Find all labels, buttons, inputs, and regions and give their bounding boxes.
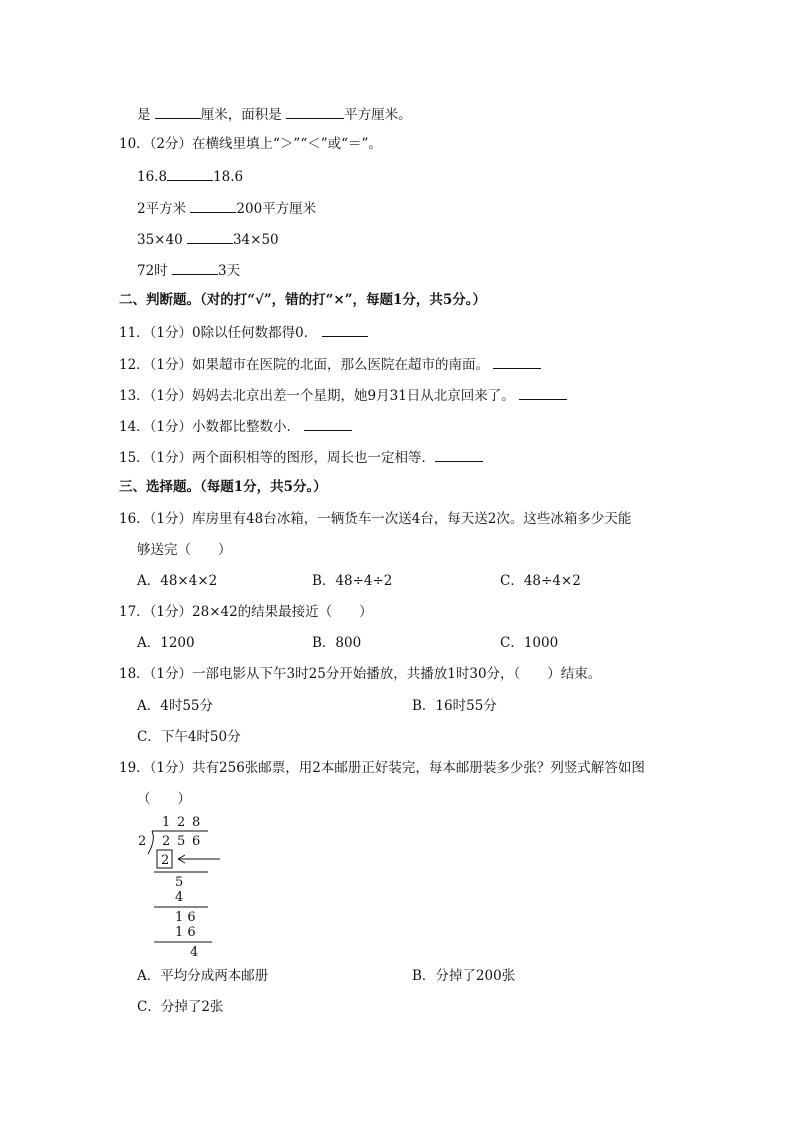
answer-blank[interactable] — [304, 416, 352, 431]
q16-option-c[interactable]: C．48÷4×2 — [500, 573, 581, 589]
judge-item-14 — [119, 416, 352, 436]
answer-blank[interactable] — [167, 166, 213, 181]
division-bracket — [148, 831, 153, 854]
step-value: 5 — [175, 875, 184, 890]
q18-stem: 18．（1分）一部电影从下午3时25分开始播放，共播放1时30分，（ ）结束。 — [119, 666, 602, 682]
q9-tail — [137, 104, 412, 124]
answer-blank[interactable] — [493, 354, 541, 369]
dividend-digit: 6 — [192, 834, 201, 849]
compare-left: 72时 — [137, 263, 168, 279]
q19-stem-line1: 19．（1分）共有256张邮票，用2本邮册正好装完，每本邮册装多少张？列竖式解答如图 — [119, 760, 645, 776]
q10-item-3 — [137, 229, 279, 249]
answer-blank[interactable] — [435, 447, 483, 462]
q10-item-1 — [137, 166, 243, 186]
answer-blank[interactable] — [187, 229, 233, 244]
q17-option-a[interactable]: A．1200 — [137, 635, 195, 651]
compare-right: 200平方厘米 — [236, 201, 317, 217]
section-3-heading: 三、选择题。（每题1分，共5分。） — [119, 479, 327, 495]
judge-text: 11．（1分）0除以任何数都得0． — [119, 325, 318, 341]
quotient-digit: 2 — [177, 815, 186, 830]
q17-option-b[interactable]: B．800 — [312, 635, 362, 651]
q10-item-4 — [137, 260, 240, 280]
step-value: 2 — [161, 853, 170, 868]
judge-text: 13．（1分）妈妈去北京出差一个星期，她9月31日从北京回来了。 — [119, 388, 515, 404]
q18-option-b[interactable]: B．16时55分 — [412, 698, 497, 714]
judge-item-11 — [119, 322, 368, 342]
answer-blank[interactable] — [172, 260, 218, 275]
q18-option-c[interactable]: C．下午4时50分 — [137, 729, 241, 745]
step-value: 1 6 — [175, 925, 196, 940]
answer-blank[interactable] — [322, 322, 368, 337]
q19-option-c[interactable]: C．分掉了2张 — [137, 999, 224, 1015]
quotient-digit: 1 — [162, 815, 171, 830]
q9-text-b: 厘米，面积是 — [200, 107, 282, 123]
q9-text-c: 平方厘米。 — [344, 107, 412, 123]
section-2-heading: 二、判断题。（对的打“√”，错的打“×”，每题1分，共5分。） — [119, 292, 487, 308]
answer-blank[interactable] — [155, 104, 201, 119]
answer-blank[interactable] — [286, 104, 344, 119]
q10-stem: 10．（2分）在横线里填上“＞”“＜”或“＝”。 — [119, 136, 382, 152]
q19-option-a[interactable]: A．平均分成两本邮册 — [137, 968, 269, 984]
divisor: 2 — [138, 834, 147, 849]
judge-text: 15．（1分）两个面积相等的图形，周长也一定相等． — [119, 450, 436, 466]
q16-option-a[interactable]: A．48×4×2 — [137, 573, 218, 589]
q19-stem-line2: （ ） — [137, 791, 191, 807]
q9-text-a: 是 — [137, 107, 151, 123]
answer-blank[interactable] — [519, 385, 567, 400]
compare-left: 16.8 — [137, 169, 168, 185]
q10-item-2 — [137, 198, 316, 218]
judge-text: 14．（1分）小数都比整数小． — [119, 419, 301, 435]
compare-right: 34×50 — [232, 232, 279, 248]
q17-option-c[interactable]: C．1000 — [500, 635, 559, 651]
judge-item-12 — [119, 354, 541, 374]
compare-left: 2平方米 — [137, 201, 187, 217]
q16-option-b[interactable]: B．48÷4÷2 — [312, 573, 393, 589]
dividend-digit: 2 — [162, 834, 171, 849]
step-value: 4 — [190, 945, 199, 960]
judge-text: 12．（1分）如果超市在医院的北面，那么医院在超市的南面。 — [119, 357, 490, 373]
answer-blank[interactable] — [190, 198, 236, 213]
dividend-digit: 5 — [177, 834, 186, 849]
judge-item-15 — [119, 447, 483, 467]
judge-item-13 — [119, 385, 567, 405]
q16-stem-line1: 16．（1分）库房里有48台冰箱，一辆货车一次送4台，每天送2次。这些冰箱多少天能 — [119, 511, 632, 527]
long-division-figure — [130, 812, 240, 962]
q18-option-a[interactable]: A．4时55分 — [137, 698, 214, 714]
compare-right: 18.6 — [213, 169, 244, 185]
compare-left: 35×40 — [137, 232, 183, 248]
q17-stem: 17．（1分）28×42的结果最接近（ ） — [119, 604, 373, 620]
q19-option-b[interactable]: B．分掉了200张 — [412, 968, 516, 984]
step-value: 4 — [175, 890, 184, 905]
quotient-digit: 8 — [192, 815, 201, 830]
step-value: 1 6 — [175, 910, 196, 925]
compare-right: 3天 — [217, 263, 241, 279]
q16-stem-line2: 够送完（ ） — [137, 542, 232, 558]
